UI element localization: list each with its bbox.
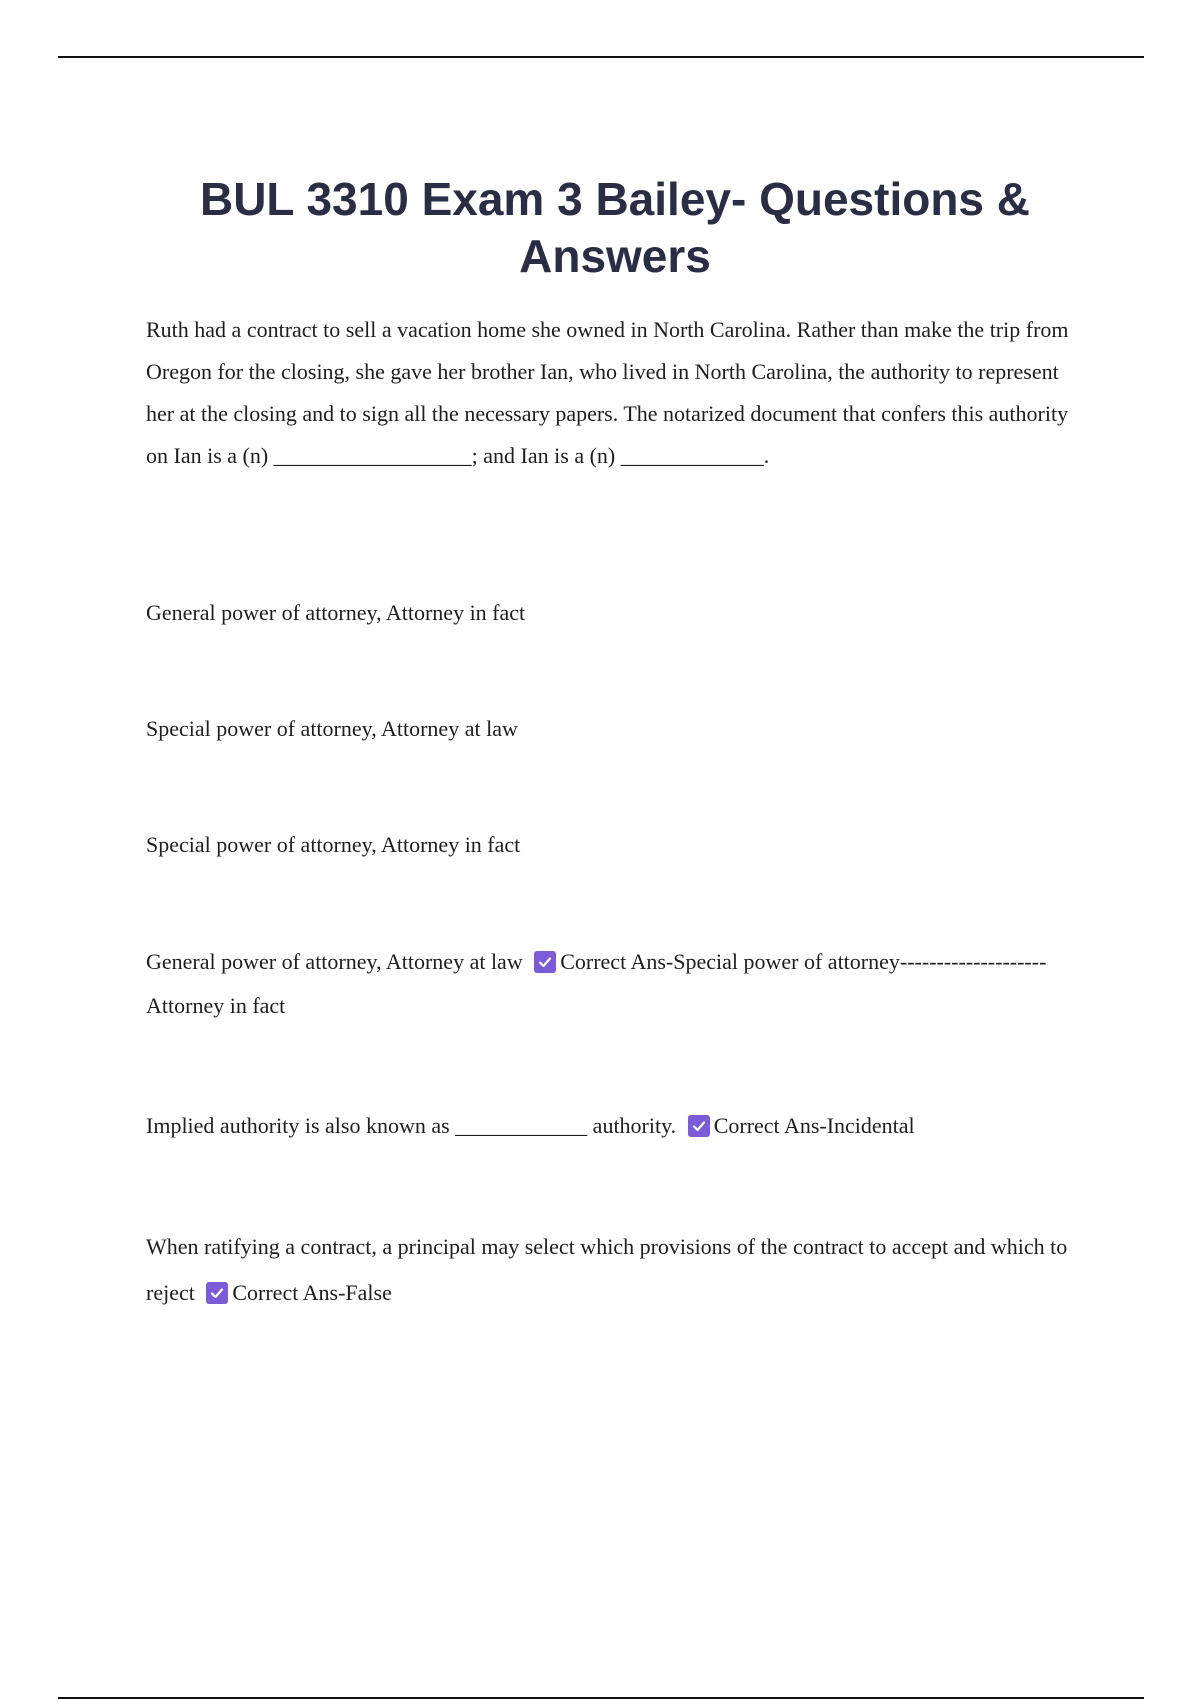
question-1-answer: Correct Ans-Special power of attorney--------------------Attorney in fact	[146, 949, 1047, 1018]
question-1-option-3: Special power of attorney, Attorney in fact	[146, 832, 521, 857]
question-1-text: Ruth had a contract to sell a vacation home she owned in North Carolina. Rather than make the trip from Oregon for the closing, she gave her brother Ian, who lived in North Carolina, the authority to represent her at the closing and to sign all the necessary papers. The notarized document that confers this authority on Ian is a (n) __________________; and Ian is a (n) _____________.	[146, 317, 1069, 468]
checkbox-checked-icon	[534, 951, 556, 973]
question-2-text: Implied authority is also known as ____________ authority.	[146, 1113, 677, 1138]
question-2-answer: Correct Ans-Incidental	[713, 1113, 915, 1138]
page-title: BUL 3310 Exam 3 Bailey- Questions & Answers	[199, 172, 1031, 282]
question-1-option-1: General power of attorney, Attorney in fact	[146, 600, 526, 625]
top-rule	[58, 56, 1144, 58]
checkbox-checked-icon	[206, 1282, 228, 1304]
bottom-rule	[58, 1697, 1144, 1699]
question-3	[146, 1224, 1086, 1316]
checkbox-checked-icon	[688, 1115, 710, 1137]
question-1-option-4-with-answer	[146, 940, 1086, 1028]
question-3-answer: Correct Ans-False	[232, 1280, 392, 1305]
question-2	[146, 1105, 1086, 1147]
question-3-text: When ratifying a contract, a principal may select which provisions of the contract to accept and which to reject	[146, 1234, 1068, 1305]
question-1-option-2: Special power of attorney, Attorney at law	[146, 716, 518, 741]
question-1-option-4: General power of attorney, Attorney at law	[146, 949, 523, 974]
